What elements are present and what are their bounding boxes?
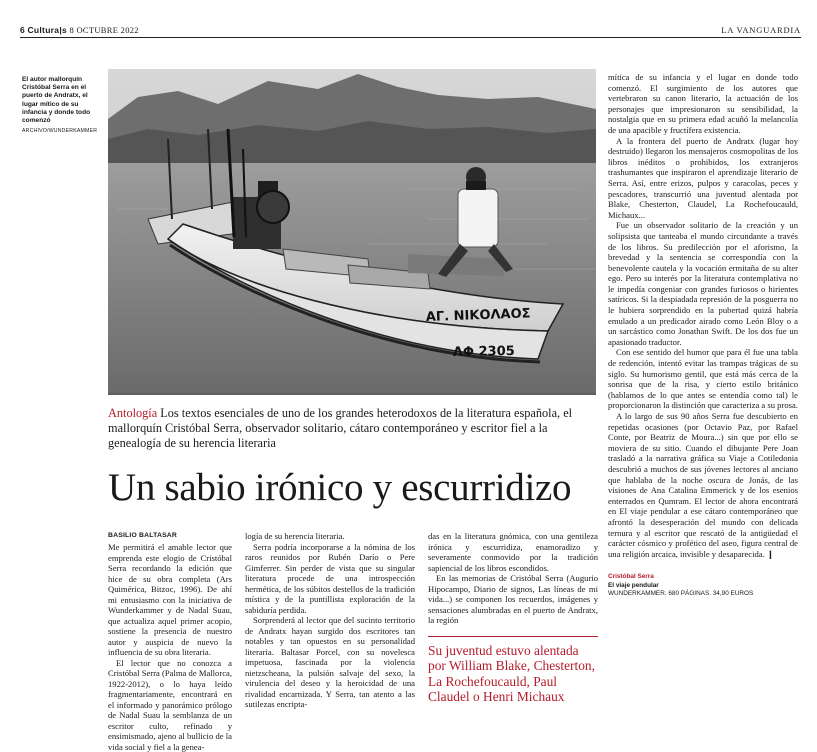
book-title: El viaje pendular — [608, 582, 798, 590]
section-name: Cultura|s — [27, 25, 67, 35]
page-header — [20, 24, 801, 38]
harbor-photo — [108, 69, 596, 395]
photo-caption — [22, 76, 100, 135]
right-paragraph-2: A la frontera del puerto de Andratx (lugar hoy destruido) llegaron los mensajeros cosmopolitas de los libros inéditos o prohibidos, los extranjeros trashumantes que inspiraron el aprendizaje literario de Serra. Así, entre erizos, pulpos y caracolas, peces y pescadores, transcurrió una juventud alentada por Blake, Chesterton, Claudel, La Rochefoucauld, Michaux... — [608, 136, 798, 221]
page-number: 6 — [20, 25, 25, 35]
col1-paragraph-1: Me permitirá el amable lector que emprenda este elogio de Cristóbal Serra recordando la edición que hice de su obra completa (Ars Quimérica, Bitzoc, 1996). De ahí mi entusiasmo con la iniciativa de Wunderkammer y de Nadal Suau, que actualiza aquel primer acopio, sostiene la presencia de nuestro autor y auspicia de nuevo la influencia de su obra literaria. — [108, 542, 232, 658]
boat-registration-text: ΛΦ 2305 — [453, 344, 515, 360]
column-2 — [245, 531, 415, 710]
book-author: Cristóbal Serra — [608, 573, 798, 581]
boat-illustration — [108, 69, 596, 395]
issue-date: 8 OCTUBRE 2022 — [69, 25, 138, 35]
col3-paragraph-2: En las memorias de Cristóbal Serra (Augurio Hipocampo, Diario de signos, Las líneas de mi vida...) se componen los recuerdos, imágenes y sensaciones alumbradas en el puerto de Andratx, la región — [428, 573, 598, 626]
section-kicker: Antología — [108, 406, 157, 420]
right-column — [608, 72, 798, 599]
right-paragraph-1: mítica de su infancia y el lugar en donde todo comenzó. El surgimiento de los autores que vertebraron su canon literario, la actuación de los personajes que impresionaron su sensibilidad, la nostalgia que en su primera edad acuñó la melancolía de una apacible y fructífera existencia. — [608, 72, 798, 136]
right-paragraph-4: Con ese sentido del humor que para él fue una tabla de redención, intentó evitar las trampas trágicas de su siglo. Su humorismo gentil, que está más cerca de la sonrisa que de la risa, y cierto estilo británico (hablamos de lo que antes se entendía como tal) le proporcionaron la distinción que caracteriza a su prosa. — [608, 347, 798, 411]
caption-text: El autor mallorquín Cristóbal Serra en el puerto de Andratx, el lugar mítico de su infancia y donde todo comenzó — [22, 76, 90, 124]
column-1 — [108, 531, 232, 752]
pull-quote: Su juventud estuvo alentada por William Blake, Chesterton, La Rochefoucauld, Paul Claudel o Henri Michaux — [428, 636, 598, 705]
col2-paragraph-3: Sorprenderá al lector que del sucinto territorio de Andratx hayan surgido dos escritores tan notables y tan opuestos en su personalidad literaria. Baltasar Porcel, con su novelesca impetuosa, fascinada por la violencia nietzscheana, la pulsión salvaje del sexo, la virulencia del deseo y la heroicidad de una rivalidad encarnizada. Y Serra, tan atento a las sutilezas encripta- — [245, 615, 415, 710]
header-left — [20, 25, 139, 35]
book-info — [608, 573, 798, 598]
article-headline: Un sabio irónico y escurridizo — [108, 465, 596, 511]
book-details: WUNDERKAMMER. 680 PÁGINAS. 34,90 EUROS — [608, 590, 798, 598]
boat-name-text: ΑΓ. ΝΙΚΟΛΑΟΣ — [426, 306, 531, 325]
col3-paragraph-1: das en la literatura gnómica, con una gentileza irónica y escurridiza, enamoradizo y severamente conmovido por la tradición sapiencial de los libros escondidos. — [428, 531, 598, 573]
right-paragraph-5: A lo largo de sus 90 años Serra fue descubierto en repetidas ocasiones (por Octavio Paz, por Rafael Conte, por Beatriz de Moura...) sin que por ello se moviera de su sitio. Cuando el dibujante Pere Joan trasladó a la narrativa gráfica su Viaje a Cotiledonia descubrió a muchos de sus jóvenes lectores al anciano que hablaba de la noche oscura de Jonás, de las visiones de Ana Catalina Emmerick y de los esenios enterrados en Qumram. El lector de ahora encontrará en El viaje pendular a ese cátaro contemporáneo que afrontó la desesperación del mundo con delicada ternura y al escritor que rescató de la antigüedad el carácter cósmico y profético del aseo, figura central de una religión arcaica, invisible y desaparecida. ❙ — [608, 411, 798, 559]
right-paragraph-3: Fue un observador solitario de la creación y un solipsista que tanteaba el mundo circundante a través de los libros. Su predilección por el aforismo, la brevedad y la sentencia se correspondía con la benevolente cautela y la vocación ermitaña de su alter ego. Pero su interés por la literatura contemplativa no le impedía congeniar con grandes furiosos o hirientes satíricos. Si la despiadada represión de la posguerra no le hubiera sorprendido en la pubertad quizá habría emulado a un predicador airado como León Bloy o a un sarcástico como Jonathan Swift. De los dos fue un apasionado traductor. — [608, 220, 798, 347]
column-3 — [428, 531, 598, 705]
col1-paragraph-2: El lector que no conozca a Cristóbal Serra (Palma de Mallorca, 1922-2012), o lo haya leído fragmentariamente, encontrará en el informado y panorámico prólogo de Nadal Suau la semblanza de un escritor culto, refinado y ensimismado, ajeno al bullicio de la vida social y fiel a la genea- — [108, 658, 232, 752]
col2-paragraph-1: logía de su herencia literaria. — [245, 531, 415, 542]
byline: BASILIO BALTASAR — [108, 531, 232, 540]
subtitle-text: Los textos esenciales de uno de los grandes heterodoxos de la literatura española, el mallorquín Cristóbal Serra, observador solitario, cátaro contemporáneo y escritor fiel a la genealogía de su herencia literaria — [108, 406, 572, 450]
col2-paragraph-2: Serra podría incorporarse a la nómina de los raros reunidos por Rubén Darío o Pere Gimferrer. Sin perder de vista que su singular literatura procede de una introspección hermética, de los súbitos destellos de la tradición mística y de la puntillista exploración de la sabiduría perdida. — [245, 542, 415, 616]
article-subtitle — [108, 406, 596, 452]
photo-credit: ARCHIVO/WUNDERKAMMER — [22, 127, 100, 135]
newspaper-name: LA VANGUARDIA — [721, 25, 801, 35]
